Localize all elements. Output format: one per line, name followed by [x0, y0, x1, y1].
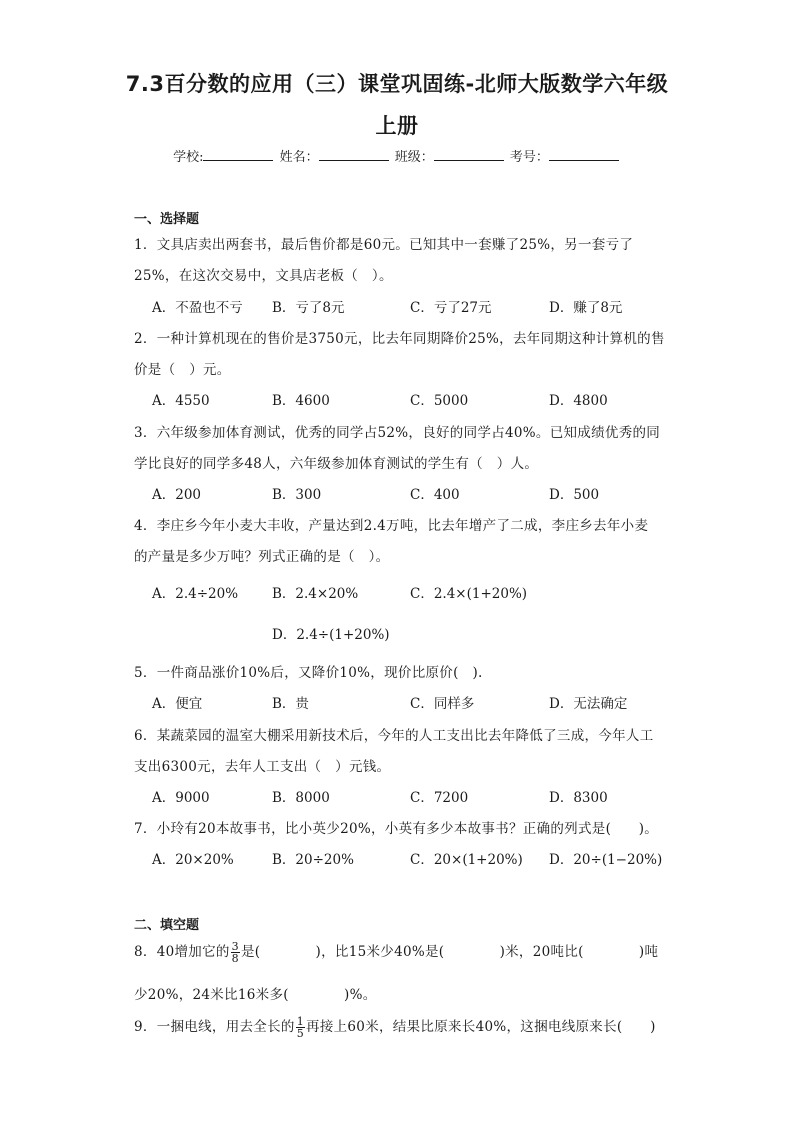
- q7-text-line1: 7．小玲有20本故事书，比小英少20%，小英有多少本故事书？正确的列式是( )。: [134, 821, 659, 837]
- name-field[interactable]: [319, 148, 389, 161]
- q8-text-line1: [134, 940, 658, 964]
- q8-fraction-denominator: 8: [231, 952, 239, 965]
- q8-text-part1: 8．40增加它的: [134, 944, 230, 960]
- class-label: 班级：: [394, 150, 434, 165]
- q4-option-c[interactable]: C．2.4×(1+20%): [410, 586, 528, 602]
- section-choice-heading: 一、选择题: [134, 212, 200, 227]
- q4-option-b[interactable]: B．2.4×20%: [272, 586, 359, 602]
- q7-option-d[interactable]: D．20÷(1−20%): [549, 852, 663, 868]
- q4-text-line1: 4．李庄乡今年小麦大丰收，产量达到2.4万吨，比去年增产了二成，李庄乡去年小麦: [134, 518, 649, 534]
- q8-fraction-numerator: 3: [231, 940, 239, 953]
- q2-text-line2: 价是（ ）元。: [134, 362, 231, 378]
- q5-text-line1: 5．一件商品涨价10%后，又降价10%，现价比原价( ).: [134, 665, 483, 681]
- q6-option-c[interactable]: C．7200: [410, 790, 469, 806]
- q2-option-b[interactable]: B．4600: [272, 393, 330, 409]
- q6-text-line2: 支出6300元，去年人工支出（ ）元钱。: [134, 759, 391, 775]
- name-label: 姓名：: [279, 150, 319, 165]
- q1-text-line1: 1．文具店卖出两套书，最后售价都是60元。已知其中一套赚了25%，另一套亏了: [134, 237, 634, 253]
- q8-fraction: [231, 941, 240, 964]
- q3-option-d[interactable]: D．500: [549, 487, 600, 503]
- q6-option-a[interactable]: A．9000: [152, 790, 210, 806]
- q7-option-a[interactable]: A．20×20%: [152, 852, 234, 868]
- q5-option-c[interactable]: C．同样多: [410, 696, 475, 712]
- q6-text-line1: 6．某蔬菜园的温室大棚采用新技术后，今年的人工支出比去年降低了三成，今年人工: [134, 728, 654, 744]
- q8-text-line2: 少20%，24米比16米多( )%。: [134, 987, 377, 1003]
- q3-text-line2: 学比良好的同学多48人，六年级参加体育测试的学生有（ ）人。: [134, 456, 539, 472]
- q3-text-line1: 3．六年级参加体育测试，优秀的同学占52%，良好的同学占40%。已知成绩优秀的同: [134, 425, 661, 441]
- q1-option-d[interactable]: D．赚了8元: [549, 300, 623, 316]
- class-field[interactable]: [434, 148, 504, 161]
- student-info-row: [0, 146, 794, 165]
- q1-option-b[interactable]: B．亏了8元: [272, 300, 345, 316]
- q5-option-a[interactable]: A．便宜: [152, 696, 203, 712]
- number-label: 考号：: [509, 150, 549, 165]
- q7-option-c[interactable]: C．20×(1+20%): [410, 852, 523, 868]
- q6-option-b[interactable]: B．8000: [272, 790, 330, 806]
- q9-fraction-numerator: 1: [296, 1015, 305, 1028]
- q2-text-line1: 2．一种计算机现在的售价是3750元，比去年同期降价25%，去年同期这种计算机的售: [134, 331, 665, 347]
- q2-option-d[interactable]: D．4800: [549, 393, 608, 409]
- q5-option-b[interactable]: B．贵: [272, 696, 309, 712]
- q4-option-d[interactable]: D．2.4÷(1+20%): [272, 627, 390, 643]
- q9-text-part2: 再接上60米，结果比原来长40%，这捆电线原来长( ): [306, 1019, 656, 1035]
- q8-text-part2: 是( )，比15米少40%是( )米，20吨比( )吨: [240, 944, 659, 960]
- q9-fraction: [296, 1016, 305, 1039]
- q1-option-a[interactable]: A．不盈也不亏: [152, 300, 243, 316]
- page-title: 7.3百分数的应用（三）课堂巩固练-北师大版数学六年级: [125, 72, 669, 96]
- section-fill-heading: 二、填空题: [134, 918, 200, 933]
- q7-option-b[interactable]: B．20÷20%: [272, 852, 354, 868]
- page-title-line2: 上册: [375, 114, 419, 138]
- number-field[interactable]: [549, 148, 619, 161]
- q3-option-a[interactable]: A．200: [152, 487, 202, 503]
- q4-option-a[interactable]: A．2.4÷20%: [152, 586, 239, 602]
- q3-option-b[interactable]: B．300: [272, 487, 322, 503]
- q5-option-d[interactable]: D．无法确定: [549, 696, 628, 712]
- school-field[interactable]: [203, 148, 273, 161]
- q9-fraction-denominator: 5: [296, 1027, 305, 1040]
- q2-option-a[interactable]: A．4550: [152, 393, 210, 409]
- q6-option-d[interactable]: D．8300: [549, 790, 608, 806]
- q9-text-part1: 9．一捆电线，用去全长的: [134, 1019, 295, 1035]
- school-label: 学校:: [173, 150, 204, 165]
- q4-text-line2: 的产量是多少万吨？列式正确的是（ ）。: [134, 549, 390, 565]
- q9-text-line1: [134, 1015, 656, 1039]
- q2-option-c[interactable]: C．5000: [410, 393, 469, 409]
- q1-text-line2: 25%，在这次交易中，文具店老板（ ）。: [134, 268, 393, 284]
- q1-option-c[interactable]: C．亏了27元: [410, 300, 492, 316]
- q3-option-c[interactable]: C．400: [410, 487, 460, 503]
